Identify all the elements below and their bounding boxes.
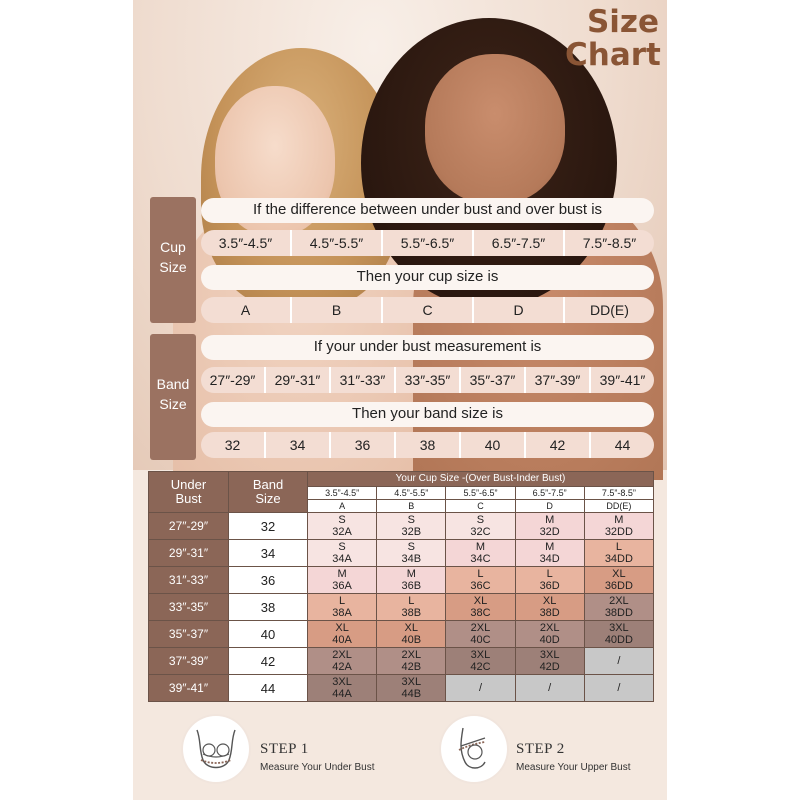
size-cell-code: 36C xyxy=(470,580,491,592)
size-cell-letter: M xyxy=(545,541,555,553)
size-cell-letter: L xyxy=(546,568,553,580)
table-row xyxy=(149,540,654,567)
size-cell-code: 36D xyxy=(539,580,560,592)
band-size-cell: 36 xyxy=(229,567,308,594)
header-under-line-1: Under xyxy=(170,477,207,492)
band-size-number: 38 xyxy=(394,432,459,458)
size-cell-letter: / xyxy=(548,682,552,694)
size-cell-code: 40DD xyxy=(604,634,633,646)
upper-bust-measure-icon xyxy=(441,716,507,782)
under-bust-cell: 35″-37″ xyxy=(149,621,229,648)
cup-range: 7.5″-8.5″ xyxy=(563,230,654,256)
size-cell-code: 40B xyxy=(401,634,422,646)
size-cell xyxy=(308,567,377,594)
size-cell-code: 32C xyxy=(470,526,491,538)
cup-letter-header: B xyxy=(377,500,446,513)
size-cell-letter: 3XL xyxy=(539,649,560,661)
band-range: 39″-41″ xyxy=(589,367,654,393)
cup-sizes-strip xyxy=(201,297,654,323)
size-cell xyxy=(515,675,584,702)
model-right-face xyxy=(425,54,565,204)
page-title xyxy=(565,6,659,72)
size-cell xyxy=(584,675,653,702)
band-range: 31″-33″ xyxy=(329,367,394,393)
header-under-bust xyxy=(149,472,229,513)
band-result-text: Then your band size is xyxy=(201,402,654,427)
table-row xyxy=(149,567,654,594)
step-2-desc: Measure Your Upper Bust xyxy=(516,762,631,773)
cup-letter-header: A xyxy=(308,500,377,513)
band-size-number: 34 xyxy=(264,432,329,458)
size-cell xyxy=(446,540,515,567)
band-size-cell: 44 xyxy=(229,675,308,702)
band-size-cell: 32 xyxy=(229,513,308,540)
size-cell-letter: M xyxy=(337,568,347,580)
band-range: 27″-29″ xyxy=(209,372,256,388)
cup-size-letter: C xyxy=(381,297,472,323)
cup-size-letter: A xyxy=(240,302,251,318)
size-cell xyxy=(515,621,584,648)
size-cell-code: 40A xyxy=(332,634,352,646)
size-cell-code: 40C xyxy=(470,634,491,646)
size-cell-letter: 2XL xyxy=(401,649,422,661)
size-cell-letter: 3XL xyxy=(470,649,491,661)
cup-question: If the difference between under bust and over bust is xyxy=(201,198,654,223)
size-cell-code: 34C xyxy=(470,553,491,565)
size-cell xyxy=(446,648,515,675)
size-cell-letter: / xyxy=(617,682,621,694)
size-cell xyxy=(584,540,653,567)
under-bust-cell: 37″-39″ xyxy=(149,648,229,675)
size-cell xyxy=(584,648,653,675)
size-cell xyxy=(308,540,377,567)
cup-result-text: Then your cup size is xyxy=(201,265,654,290)
size-cell-letter: XL xyxy=(612,568,626,580)
size-cell-letter: 3XL xyxy=(332,676,352,688)
cup-range-header: 5.5”-6.5” xyxy=(446,487,515,500)
size-cell xyxy=(377,675,446,702)
size-cell xyxy=(584,621,653,648)
size-cell-code: 38A xyxy=(332,607,352,619)
title-line-1: Size xyxy=(586,4,659,40)
cup-letter-header: C xyxy=(446,500,515,513)
size-cell xyxy=(308,513,377,540)
header-under-line-2: Bust xyxy=(175,491,202,506)
cup-size-letter: B xyxy=(290,297,381,323)
size-cell xyxy=(584,513,653,540)
size-cell xyxy=(515,540,584,567)
size-cell-code: 38DD xyxy=(604,607,633,619)
size-cell-letter: 3XL xyxy=(401,676,422,688)
size-cell xyxy=(377,621,446,648)
band-range: 35″-37″ xyxy=(459,367,524,393)
size-cell xyxy=(377,567,446,594)
size-cell xyxy=(308,675,377,702)
under-bust-cell: 29″-31″ xyxy=(149,540,229,567)
size-cell-letter: S xyxy=(407,541,415,553)
title-line-2: Chart xyxy=(565,37,661,73)
size-cell-letter: S xyxy=(476,514,485,526)
band-sizes-strip xyxy=(201,432,654,458)
size-cell-code: 36DD xyxy=(604,580,633,592)
size-cell-code: 42C xyxy=(470,661,491,673)
band-size-side-label xyxy=(150,334,196,460)
size-table-body xyxy=(149,513,654,702)
under-bust-measure-icon xyxy=(183,716,249,782)
table-row xyxy=(149,675,654,702)
size-cell-code: 38C xyxy=(470,607,491,619)
size-cell-code: 42A xyxy=(332,661,352,673)
step-1-illustration xyxy=(183,716,249,782)
size-cell-code: 40D xyxy=(539,634,560,646)
size-cell xyxy=(377,594,446,621)
step-2-illustration xyxy=(441,716,507,782)
band-range: 29″-31″ xyxy=(264,367,329,393)
size-cell-code: 32A xyxy=(332,526,352,538)
step-1-desc: Measure Your Under Bust xyxy=(260,762,375,773)
band-question: If your under bust measurement is xyxy=(201,335,654,360)
band-size-cell: 40 xyxy=(229,621,308,648)
band-size-cell: 34 xyxy=(229,540,308,567)
size-cell-letter: L xyxy=(615,541,622,553)
size-cell xyxy=(446,513,515,540)
size-cell xyxy=(308,621,377,648)
size-cell xyxy=(377,648,446,675)
size-cell-code: 34B xyxy=(401,553,422,565)
band-size-cell: 38 xyxy=(229,594,308,621)
size-cell-code: 44A xyxy=(332,688,352,700)
size-cell-code: 32D xyxy=(539,526,560,538)
header-band-size xyxy=(229,472,308,513)
size-cell-code: 32B xyxy=(401,526,422,538)
cup-letter-header: D xyxy=(515,500,584,513)
size-cell-letter: XL xyxy=(404,622,419,634)
size-cell-code: 36A xyxy=(332,580,352,592)
size-cell-letter: XL xyxy=(542,595,557,607)
table-row xyxy=(149,513,654,540)
under-bust-cell: 31″-33″ xyxy=(149,567,229,594)
under-bust-cell: 27″-29″ xyxy=(149,513,229,540)
cup-range: 4.5″-5.5″ xyxy=(290,230,381,256)
size-cell-letter: 3XL xyxy=(609,622,629,634)
size-cell xyxy=(515,594,584,621)
cup-range-header: 3.5”-4.5” xyxy=(308,487,377,500)
cup-ranges-strip xyxy=(201,230,654,256)
size-cell xyxy=(584,594,653,621)
cup-size-letter: D xyxy=(472,297,563,323)
size-cell-letter: 2XL xyxy=(539,622,560,634)
band-size-number: 32 xyxy=(224,437,241,453)
size-cell xyxy=(377,540,446,567)
size-cell-code: 36B xyxy=(401,580,422,592)
size-cell-letter: / xyxy=(617,655,621,667)
size-cell xyxy=(446,567,515,594)
size-cell-code: 34A xyxy=(332,553,352,565)
size-table xyxy=(148,471,654,702)
size-cell-letter: S xyxy=(338,514,346,526)
size-cell-letter: M xyxy=(614,514,624,526)
table-row xyxy=(149,648,654,675)
size-cell-code: 34DD xyxy=(604,553,633,565)
size-cell-letter: 2XL xyxy=(332,649,352,661)
band-range: 37″-39″ xyxy=(524,367,589,393)
size-cell xyxy=(515,648,584,675)
cup-side-label-2: Size xyxy=(159,259,187,275)
size-cell xyxy=(377,513,446,540)
size-cell-letter: S xyxy=(338,541,346,553)
band-size-number: 44 xyxy=(589,432,654,458)
size-cell-letter: L xyxy=(408,595,415,607)
cup-range-header: 7.5”-8.5” xyxy=(584,487,653,500)
cup-range: 5.5″-6.5″ xyxy=(381,230,472,256)
header-band-line-1: Band xyxy=(252,477,284,492)
size-cell xyxy=(446,594,515,621)
size-cell-letter: M xyxy=(545,514,555,526)
size-cell-letter: M xyxy=(475,541,486,553)
size-cell-code: 42D xyxy=(539,661,560,673)
size-cell xyxy=(308,648,377,675)
size-cell-letter: XL xyxy=(473,595,488,607)
band-range: 33″-35″ xyxy=(394,367,459,393)
under-bust-cell: 33″-35″ xyxy=(149,594,229,621)
step-2-title: STEP 2 xyxy=(516,741,565,757)
header-cup-size: Your Cup Size -(Over Bust-Inder Bust) xyxy=(308,472,654,487)
size-cell-code: 32DD xyxy=(604,526,633,538)
band-side-label-2: Size xyxy=(159,396,187,412)
cup-range-header: 6.5”-7.5” xyxy=(515,487,584,500)
cup-range: 6.5″-7.5″ xyxy=(472,230,563,256)
band-size-cell: 42 xyxy=(229,648,308,675)
size-cell-letter: L xyxy=(477,568,484,580)
size-cell-letter: 2XL xyxy=(609,595,629,607)
cup-range-header: 4.5”-5.5” xyxy=(377,487,446,500)
band-ranges-strip xyxy=(201,367,654,393)
size-cell-letter: L xyxy=(339,595,346,607)
size-cell xyxy=(584,567,653,594)
under-bust-cell: 39″-41″ xyxy=(149,675,229,702)
table-row xyxy=(149,621,654,648)
cup-size-side-label xyxy=(150,197,196,323)
size-cell-code: 42B xyxy=(401,661,422,673)
header-band-line-2: Size xyxy=(255,491,281,506)
size-cell-letter: S xyxy=(407,514,415,526)
cup-letter-header: DD(E) xyxy=(584,500,653,513)
band-size-number: 40 xyxy=(459,432,524,458)
size-cell xyxy=(515,567,584,594)
size-cell-letter: / xyxy=(478,682,482,694)
cup-size-letter: DD(E) xyxy=(563,297,654,323)
cup-range: 3.5″-4.5″ xyxy=(218,235,273,251)
size-cell xyxy=(308,594,377,621)
size-cell-letter: M xyxy=(406,568,416,580)
size-cell xyxy=(446,675,515,702)
size-cell-letter: 2XL xyxy=(470,622,491,634)
table-row xyxy=(149,594,654,621)
size-cell-letter: XL xyxy=(335,622,349,634)
cup-side-label-1: Cup xyxy=(160,239,186,255)
band-size-number: 42 xyxy=(524,432,589,458)
step-1-title: STEP 1 xyxy=(260,741,309,757)
size-cell-code: 38D xyxy=(539,607,560,619)
size-cell xyxy=(515,513,584,540)
size-cell-code: 44B xyxy=(401,688,422,700)
size-cell-code: 38B xyxy=(401,607,422,619)
band-side-label-1: Band xyxy=(156,376,190,392)
size-cell xyxy=(446,621,515,648)
size-cell-code: 34D xyxy=(539,553,560,565)
band-size-number: 36 xyxy=(329,432,394,458)
